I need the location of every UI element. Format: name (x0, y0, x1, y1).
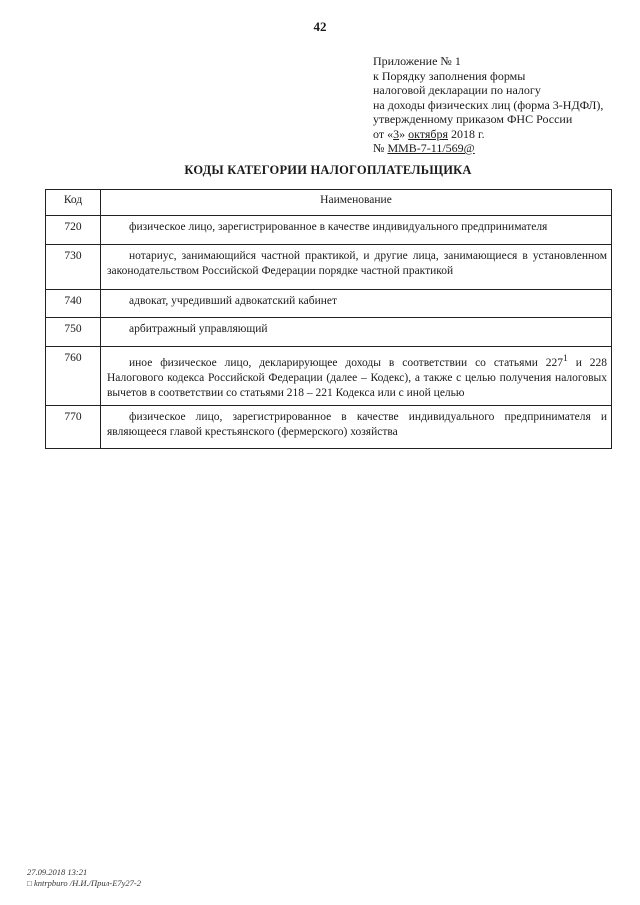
category-description: нотариус, занимающийся частной практикой, и другие лица, занимающиеся в установленном законодательством Российской Федерации порядке частной практикой (101, 245, 612, 290)
category-code: 750 (46, 318, 101, 347)
table-row (46, 245, 612, 290)
category-code: 760 (46, 347, 101, 406)
appendix-header (373, 54, 623, 156)
table-row (46, 406, 612, 449)
appendix-line: Приложение № 1 (373, 54, 461, 68)
appendix-line: на доходы физических лиц (форма 3-НДФЛ), (373, 97, 604, 112)
table-row (46, 290, 612, 318)
order-date-mid: » (399, 126, 409, 141)
category-description: физическое лицо, зарегистрированное в качестве индивидуального предпринимателя и являющееся главой крестьянского (фермерского) хозяйства (101, 406, 612, 449)
stamp-path: kntrpburo /Н.И./Прил-E7y27-2 (33, 878, 141, 888)
order-number-line (373, 141, 623, 156)
category-code: 740 (46, 290, 101, 318)
appendix-line: утвержденному приказом ФНС России (373, 112, 573, 126)
category-code: 730 (46, 245, 101, 290)
category-code: 770 (46, 406, 101, 449)
order-month: октября (408, 126, 448, 141)
footer-stamp (27, 867, 141, 889)
order-date-line (373, 127, 623, 142)
page-number: 42 (313, 19, 327, 34)
article-superscript: 1 (563, 353, 568, 364)
category-description: арбитражный управляющий (101, 318, 612, 347)
order-number-prefix: № (373, 141, 388, 155)
order-date-prefix: от « (373, 126, 394, 141)
header-code: Код (46, 190, 101, 216)
table-row (46, 347, 612, 406)
category-description: физическое лицо, зарегистрированное в качестве индивидуального предпринимателя (101, 216, 612, 245)
order-year: 2018 г. (448, 126, 485, 141)
order-number: ММВ-7-11/569@ (387, 141, 475, 155)
document-title: КОДЫ КАТЕГОРИИ НАЛОГОПЛАТЕЛЬЩИКА (184, 163, 472, 177)
stamp-datetime: 27.09.2018 13:21 (27, 867, 88, 877)
appendix-line: к Порядку заполнения формы (373, 68, 526, 83)
category-code: 720 (46, 216, 101, 245)
table-row (46, 216, 612, 245)
taxpayer-category-table (45, 189, 612, 449)
document-icon: □ (27, 879, 32, 888)
table-row (46, 318, 612, 347)
order-day: 3 (393, 126, 400, 141)
description-part: иное физическое лицо, декларирующее доходы в соответствии со статьями 227 (129, 356, 564, 369)
appendix-line: налоговой декларации по налогу (373, 83, 541, 97)
category-description (101, 347, 612, 406)
description-part: и 228 Налогового кодекса Российской Федерации (далее – Кодекс), а также с целью получения налоговых вычетов в соответствии со статьями 218 – 221 Кодекса или с иной целью (107, 356, 608, 399)
header-name: Наименование (101, 190, 612, 216)
category-description: адвокат, учредивший адвокатский кабинет (101, 290, 612, 318)
stamp-path-line (27, 878, 141, 889)
table-header-row (46, 190, 612, 216)
